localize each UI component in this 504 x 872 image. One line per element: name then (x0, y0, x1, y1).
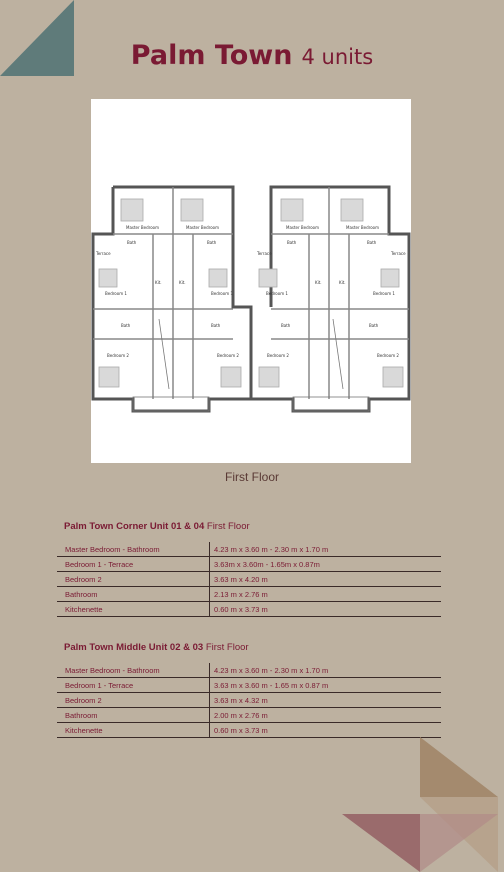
plan-label: Bedroom 2 (107, 353, 129, 358)
plan-label: Bedroom 1 (266, 291, 288, 296)
middle-unit-heading (64, 642, 249, 653)
plan-label: Bath (287, 240, 297, 245)
table-row: Bedroom 2 3.63 m x 4.20 m (57, 572, 441, 587)
corner-triangles-decoration (340, 737, 500, 872)
plan-label: Terrace (391, 251, 406, 256)
middle-unit-floor: First Floor (205, 642, 249, 653)
plan-label: Bath (369, 323, 379, 328)
title-main: Palm Town (130, 40, 293, 71)
title-sub: 4 units (301, 45, 374, 69)
table-row: Bathroom 2.13 m x 2.76 m (57, 587, 441, 602)
table-row: Master Bedroom - Bathroom 4.23 m x 3.60 m - 2.30 m x 1.70 m (57, 663, 441, 678)
plan-label: Kit. (339, 280, 346, 285)
plan-label: Bath (281, 323, 291, 328)
plan-label: Master Bedroom (186, 225, 220, 230)
plan-label: Bath (211, 323, 221, 328)
corner-unit-floor: First Floor (206, 521, 250, 532)
plan-label: Master Bedroom (286, 225, 320, 230)
plan-label: Bedroom 1 (373, 291, 395, 296)
floor-plan (91, 99, 411, 463)
middle-unit-title: Palm Town Middle Unit 02 & 03 (64, 642, 204, 653)
table-row: Bedroom 1 - Terrace 3.63m x 3.60m - 1.65m x 0.87m (57, 557, 441, 572)
page-title (0, 40, 504, 71)
plan-label: Kit. (315, 280, 322, 285)
corner-unit-title: Palm Town Corner Unit 01 & 04 (64, 521, 205, 532)
plan-label: Bath (121, 323, 131, 328)
plan-label: Bedroom 2 (267, 353, 289, 358)
plan-label: Terrace (96, 251, 111, 256)
plan-label: Terrace (257, 251, 272, 256)
table-row: Master Bedroom - Bathroom 4.23 m x 3.60 m - 2.30 m x 1.70 m (57, 542, 441, 557)
plan-label: Kit. (179, 280, 186, 285)
table-row: Kitchenette 0.60 m x 3.73 m (57, 602, 441, 617)
plan-label: Bedroom 2 (377, 353, 399, 358)
corner-unit-heading (64, 521, 250, 532)
plan-label: Bedroom 2 (217, 353, 239, 358)
plan-label: Master Bedroom (346, 225, 380, 230)
middle-unit-table (57, 663, 441, 738)
plan-label: Kit. (155, 280, 162, 285)
table-row: Bedroom 1 - Terrace 3.63 m x 3.60 m - 1.65 m x 0.87 m (57, 678, 441, 693)
plan-label: Bath (127, 240, 137, 245)
table-row: Bedroom 2 3.63 m x 4.32 m (57, 693, 441, 708)
plan-caption: First Floor (225, 470, 279, 484)
plan-label: Bedroom 1 (211, 291, 233, 296)
table-row: Kitchenette 0.60 m x 3.73 m (57, 723, 441, 738)
floor-plan-drawing (91, 99, 411, 463)
plan-label: Bath (207, 240, 217, 245)
table-row: Bathroom 2.00 m x 2.76 m (57, 708, 441, 723)
plan-label: Master Bedroom (126, 225, 160, 230)
corner-unit-table (57, 542, 441, 617)
plan-label: Bath (367, 240, 377, 245)
plan-label: Bedroom 1 (105, 291, 127, 296)
